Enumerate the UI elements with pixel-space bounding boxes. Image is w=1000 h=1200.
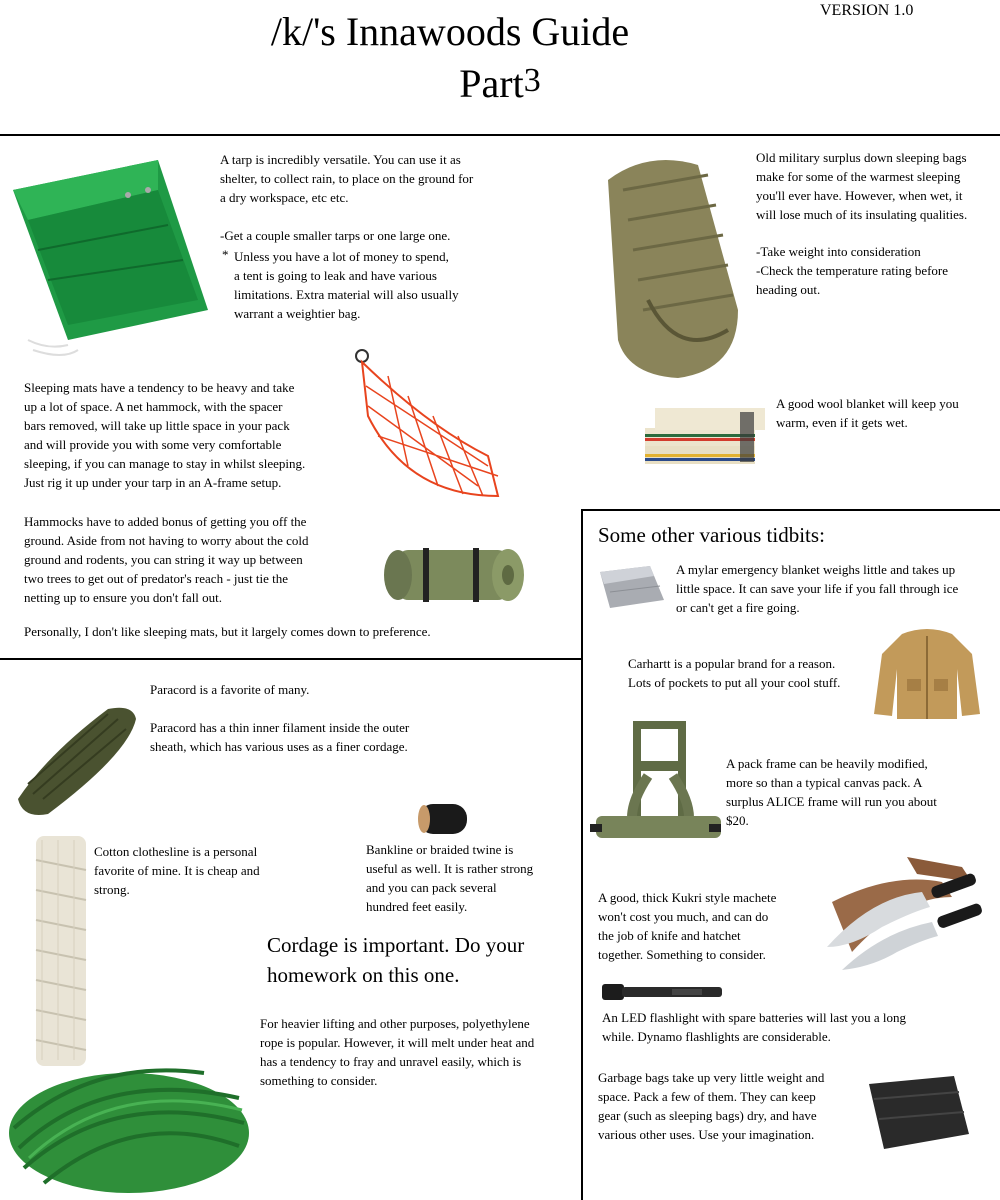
garbage-bags-text: Garbage bags take up very little weight and space. Pack a few of them. They can keep gear (such as sleeping bags) dry, and have various other uses. Use your imagination. <box>598 1070 825 1142</box>
hammock-bonus-text: Hammocks have to added bonus of getting you off the ground. Aside from not having to worry about the cold ground and rodents, you can string it way up between two trees to get out of predator's reach - just tie the netting up to ensure you don't fall out. <box>24 514 309 605</box>
tarp-note: Unless you have a lot of money to spend, a tent is going to leak and have various limitations. Extra material will also usually warrant a weightier bag. <box>234 249 459 321</box>
page-title: /k/'s Innawoods Guide <box>270 9 630 54</box>
sleeping-bag-intro: Old military surplus down sleeping bags make for some of the warmest sleeping you'll ever have. However, when wet, it will lose much of its insulating qualities. <box>756 150 968 222</box>
paracord-image <box>8 694 148 820</box>
hammock-text: Sleeping mats have a tendency to be heavy and take up a lot of space. A net hammock, with the spacer bars removed, will take up little space in your pack and will provide you with some very comfortable sleeping, if you can manage to stay in whilst sleeping. Just rig it up under your tarp in an A-frame setup. <box>24 380 306 490</box>
kukri-image <box>812 852 987 977</box>
flashlight-text: An LED flashlight with spare batteries will last you a long while. Dynamo flashlights are considerable. <box>602 1010 906 1044</box>
version-label: VERSION 1.0 <box>820 2 914 19</box>
tarp-note-asterisk: * <box>222 247 229 262</box>
wool-blanket-image <box>640 398 770 478</box>
header-divider <box>0 134 1000 136</box>
column-divider <box>581 509 583 1200</box>
bankline-image <box>414 796 474 841</box>
garbage-bag-image <box>864 1074 974 1154</box>
poly-rope-image <box>4 1028 254 1200</box>
tarp-image <box>8 150 218 370</box>
tidbits-divider <box>581 509 1000 511</box>
sleeping-bag-tips: -Take weight into consideration -Check the temperature rating before heading out. <box>756 244 949 297</box>
sleeping-mat-image <box>378 540 528 610</box>
pack-frame-image <box>588 716 723 866</box>
poly-rope-text: For heavier lifting and other purposes, polyethylene rope is popular. However, it will melt under heat and has a tendency to fray and unravel easily, which is something to consider. <box>260 1016 535 1088</box>
kukri-text: A good, thick Kukri style machete won't cost you much, and can do the job of knife and hatchet together. Something to consider. <box>598 890 777 962</box>
sleeping-bag-image <box>588 150 753 385</box>
cordage-important: Cordage is important. Do your homework on this one. <box>267 933 525 987</box>
tidbits-heading: Some other various tidbits: <box>598 523 825 547</box>
hammock-image <box>348 346 508 506</box>
paracord-text-2: Paracord has a thin inner filament inside the outer sheath, which has various uses as a finer cordage. <box>150 720 410 754</box>
left-section-divider <box>0 658 583 660</box>
part-number: 3 <box>523 62 541 99</box>
mylar-text: A mylar emergency blanket weighs little and takes up little space. It can save your life if you fall through ice or can't get a fire going. <box>676 562 959 615</box>
mats-text: Personally, I don't like sleeping mats, but it largely comes down to preference. <box>24 624 431 639</box>
blanket-text: A good wool blanket will keep you warm, even if it gets wet. <box>776 396 959 430</box>
mylar-blanket-image <box>590 562 670 612</box>
cotton-text: Cotton clothesline is a personal favorite of mine. It is cheap and strong. <box>94 844 260 897</box>
part-word: Part <box>459 61 524 106</box>
tarp-tip: -Get a couple smaller tarps or one large one. <box>220 228 451 243</box>
pack-frame-text: A pack frame can be heavily modified, more so than a typical canvas pack. A surplus ALICE frame will run you about $20. <box>726 756 937 828</box>
tarp-intro: A tarp is incredibly versatile. You can use it as shelter, to collect rain, to place on the ground for a dry workspace, etc etc. <box>220 152 474 205</box>
jacket-image <box>872 624 982 724</box>
bankline-text: Bankline or braided twine is useful as well. It is rather strong and you can pack several hundred feet easily. <box>366 842 534 914</box>
paracord-text-1: Paracord is a favorite of many. <box>150 682 310 697</box>
carhartt-text: Carhartt is a popular brand for a reason. Lots of pockets to put all your cool stuff. <box>628 656 841 690</box>
part-label <box>300 62 700 109</box>
flashlight-image <box>602 980 727 1004</box>
